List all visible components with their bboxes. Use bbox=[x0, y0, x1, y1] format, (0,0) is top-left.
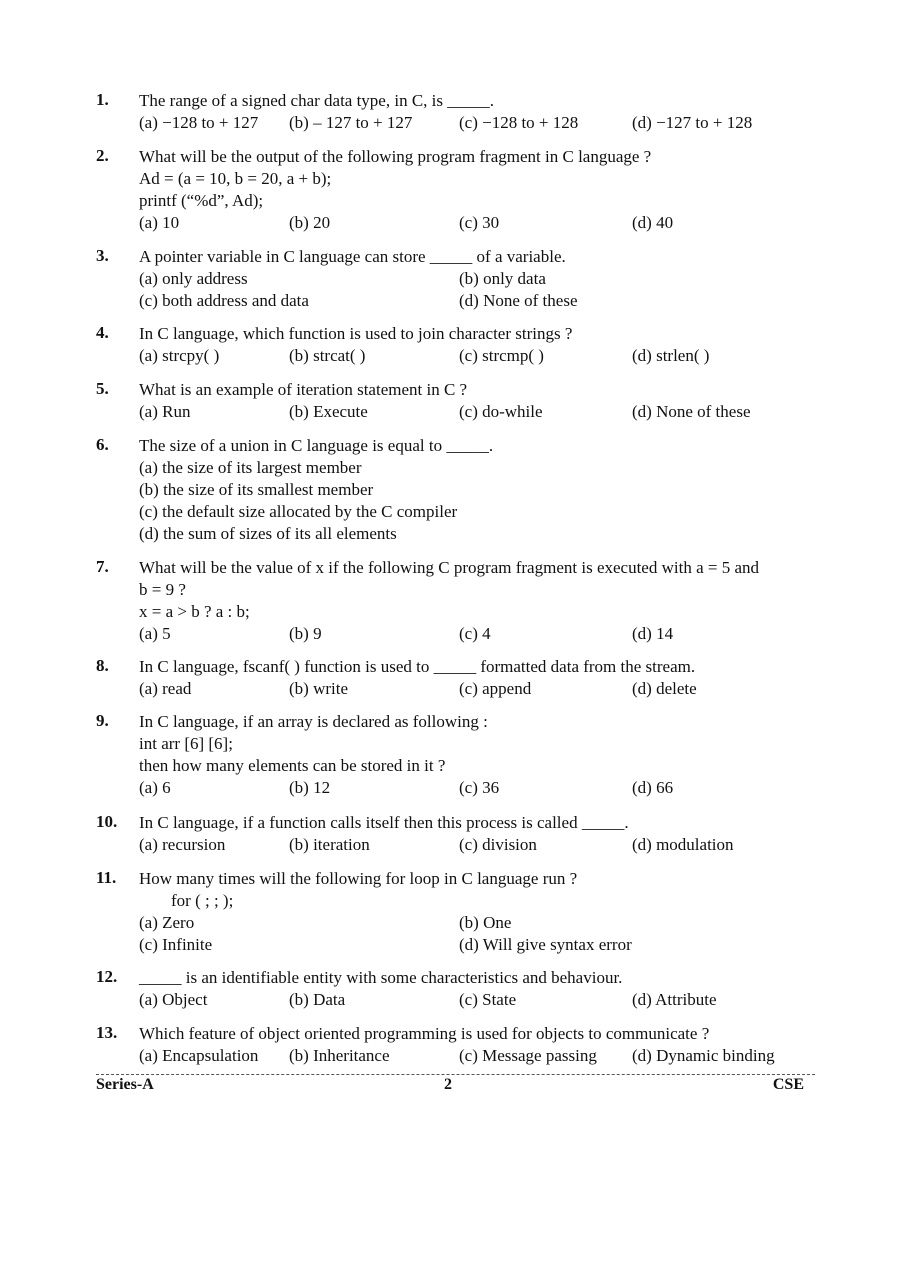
option-b: (b) One bbox=[459, 913, 512, 932]
question-10 bbox=[96, 812, 816, 856]
option-a: (a) recursion bbox=[139, 835, 226, 854]
option-a: (a) Object bbox=[139, 990, 208, 1009]
option-a: (a) strcpy( ) bbox=[139, 346, 220, 365]
option-d: (d) 66 bbox=[632, 778, 674, 797]
option-a: (a) 6 bbox=[139, 778, 171, 797]
option-c: (c) Infinite bbox=[139, 935, 213, 954]
question-13 bbox=[96, 1023, 816, 1067]
option-b: (b) only data bbox=[459, 269, 546, 288]
option-c: (c) append bbox=[459, 679, 532, 698]
option-a: (a) Zero bbox=[139, 913, 195, 932]
question-8 bbox=[96, 656, 816, 700]
question-9 bbox=[96, 711, 816, 799]
option-a: (a) 10 bbox=[139, 213, 180, 232]
option-c: (c) do-while bbox=[459, 402, 543, 421]
subject-code: CSE bbox=[772, 1076, 804, 1093]
page-number: 2 bbox=[444, 1076, 452, 1093]
question-number: 2. bbox=[96, 146, 109, 165]
question-5 bbox=[96, 379, 816, 423]
option-d: (d) the sum of sizes of its all elements bbox=[139, 524, 397, 543]
question-12 bbox=[96, 967, 816, 1011]
option-b: (b) 9 bbox=[289, 624, 322, 643]
option-b: (b) iteration bbox=[289, 835, 370, 854]
option-a: (a) 5 bbox=[139, 624, 171, 643]
option-d: (d) Will give syntax error bbox=[459, 935, 632, 954]
code-line: int arr [6] [6]; bbox=[139, 734, 233, 753]
question-number: 4. bbox=[96, 323, 109, 342]
question-text: In C language, fscanf( ) function is used to _____ formatted data from the stream. bbox=[139, 657, 696, 676]
option-d: (d) 40 bbox=[632, 213, 674, 232]
option-a: (a) Encapsulation bbox=[139, 1046, 259, 1065]
option-d: (d) 14 bbox=[632, 624, 674, 643]
question-number: 11. bbox=[96, 868, 117, 887]
question-number: 6. bbox=[96, 435, 109, 454]
option-a: (a) Run bbox=[139, 402, 191, 421]
question-text: In C language, if an array is declared as following : bbox=[139, 712, 488, 731]
option-a: (a) −128 to + 127 bbox=[139, 113, 259, 132]
question-number: 9. bbox=[96, 711, 109, 730]
series-label: Series-A bbox=[96, 1076, 154, 1093]
question-11 bbox=[96, 868, 816, 956]
question-text: A pointer variable in C language can store _____ of a variable. bbox=[139, 247, 566, 266]
question-text: _____ is an identifiable entity with some characteristics and behaviour. bbox=[139, 968, 623, 987]
option-c: (c) both address and data bbox=[139, 291, 309, 310]
option-c: (c) Message passing bbox=[459, 1046, 597, 1065]
question-4 bbox=[96, 323, 816, 367]
option-c: (c) strcmp( ) bbox=[459, 346, 544, 365]
option-c: (c) 4 bbox=[459, 624, 491, 643]
option-c: (c) −128 to + 128 bbox=[459, 113, 579, 132]
question-text: In C language, which function is used to join character strings ? bbox=[139, 324, 573, 343]
option-c: (c) 30 bbox=[459, 213, 500, 232]
option-b: (b) Inheritance bbox=[289, 1046, 390, 1065]
option-b: (b) – 127 to + 127 bbox=[289, 113, 413, 132]
question-text: In C language, if a function calls itself then this process is called _____. bbox=[139, 813, 629, 832]
question-number: 3. bbox=[96, 246, 109, 265]
question-number: 1. bbox=[96, 90, 109, 109]
question-text: Which feature of object oriented programming is used for objects to communicate ? bbox=[139, 1024, 710, 1043]
option-a: (a) only address bbox=[139, 269, 248, 288]
question-text: The size of a union in C language is equal to _____. bbox=[139, 436, 494, 455]
question-text: What will be the value of x if the following C program fragment is executed with a = 5 and bbox=[139, 558, 759, 577]
option-d: (d) modulation bbox=[632, 835, 734, 854]
footer-divider bbox=[96, 1074, 815, 1075]
question-text-continued: then how many elements can be stored in it ? bbox=[139, 756, 446, 775]
option-d: (d) strlen( ) bbox=[632, 346, 710, 365]
option-d: (d) None of these bbox=[459, 291, 578, 310]
option-b: (b) strcat( ) bbox=[289, 346, 366, 365]
code-line: printf (“%d”, Ad); bbox=[139, 191, 264, 210]
option-c: (c) division bbox=[459, 835, 537, 854]
option-d: (d) delete bbox=[632, 679, 697, 698]
page-footer bbox=[96, 1076, 804, 1096]
question-number: 5. bbox=[96, 379, 109, 398]
question-1 bbox=[96, 90, 816, 134]
option-d: (d) −127 to + 128 bbox=[632, 113, 753, 132]
option-b: (b) the size of its smallest member bbox=[139, 480, 374, 499]
question-number: 13. bbox=[96, 1023, 118, 1042]
question-7 bbox=[96, 557, 816, 645]
question-text: What will be the output of the following program fragment in C language ? bbox=[139, 147, 652, 166]
question-text-continued: b = 9 ? bbox=[139, 580, 186, 599]
option-c: (c) State bbox=[459, 990, 517, 1009]
question-number: 7. bbox=[96, 557, 109, 576]
option-b: (b) Data bbox=[289, 990, 346, 1009]
option-a: (a) read bbox=[139, 679, 192, 698]
question-number: 12. bbox=[96, 967, 118, 986]
option-c: (c) the default size allocated by the C compiler bbox=[139, 502, 458, 521]
question-3 bbox=[96, 246, 816, 312]
question-text: How many times will the following for loop in C language run ? bbox=[139, 869, 578, 888]
option-a: (a) the size of its largest member bbox=[139, 458, 362, 477]
option-b: (b) Execute bbox=[289, 402, 368, 421]
code-line: for ( ; ; ); bbox=[171, 891, 234, 910]
code-line: Ad = (a = 10, b = 20, a + b); bbox=[139, 169, 332, 188]
option-d: (d) Attribute bbox=[632, 990, 717, 1009]
option-b: (b) 20 bbox=[289, 213, 331, 232]
option-b: (b) write bbox=[289, 679, 349, 698]
question-text: The range of a signed char data type, in C, is _____. bbox=[139, 91, 495, 110]
code-line: x = a > b ? a : b; bbox=[139, 602, 250, 621]
question-6 bbox=[96, 435, 816, 545]
option-b: (b) 12 bbox=[289, 778, 331, 797]
question-text: What is an example of iteration statement in C ? bbox=[139, 380, 468, 399]
question-2 bbox=[96, 146, 816, 234]
question-number: 8. bbox=[96, 656, 109, 675]
option-d: (d) None of these bbox=[632, 402, 751, 421]
option-d: (d) Dynamic binding bbox=[632, 1046, 775, 1065]
question-number: 10. bbox=[96, 812, 118, 831]
option-c: (c) 36 bbox=[459, 778, 500, 797]
